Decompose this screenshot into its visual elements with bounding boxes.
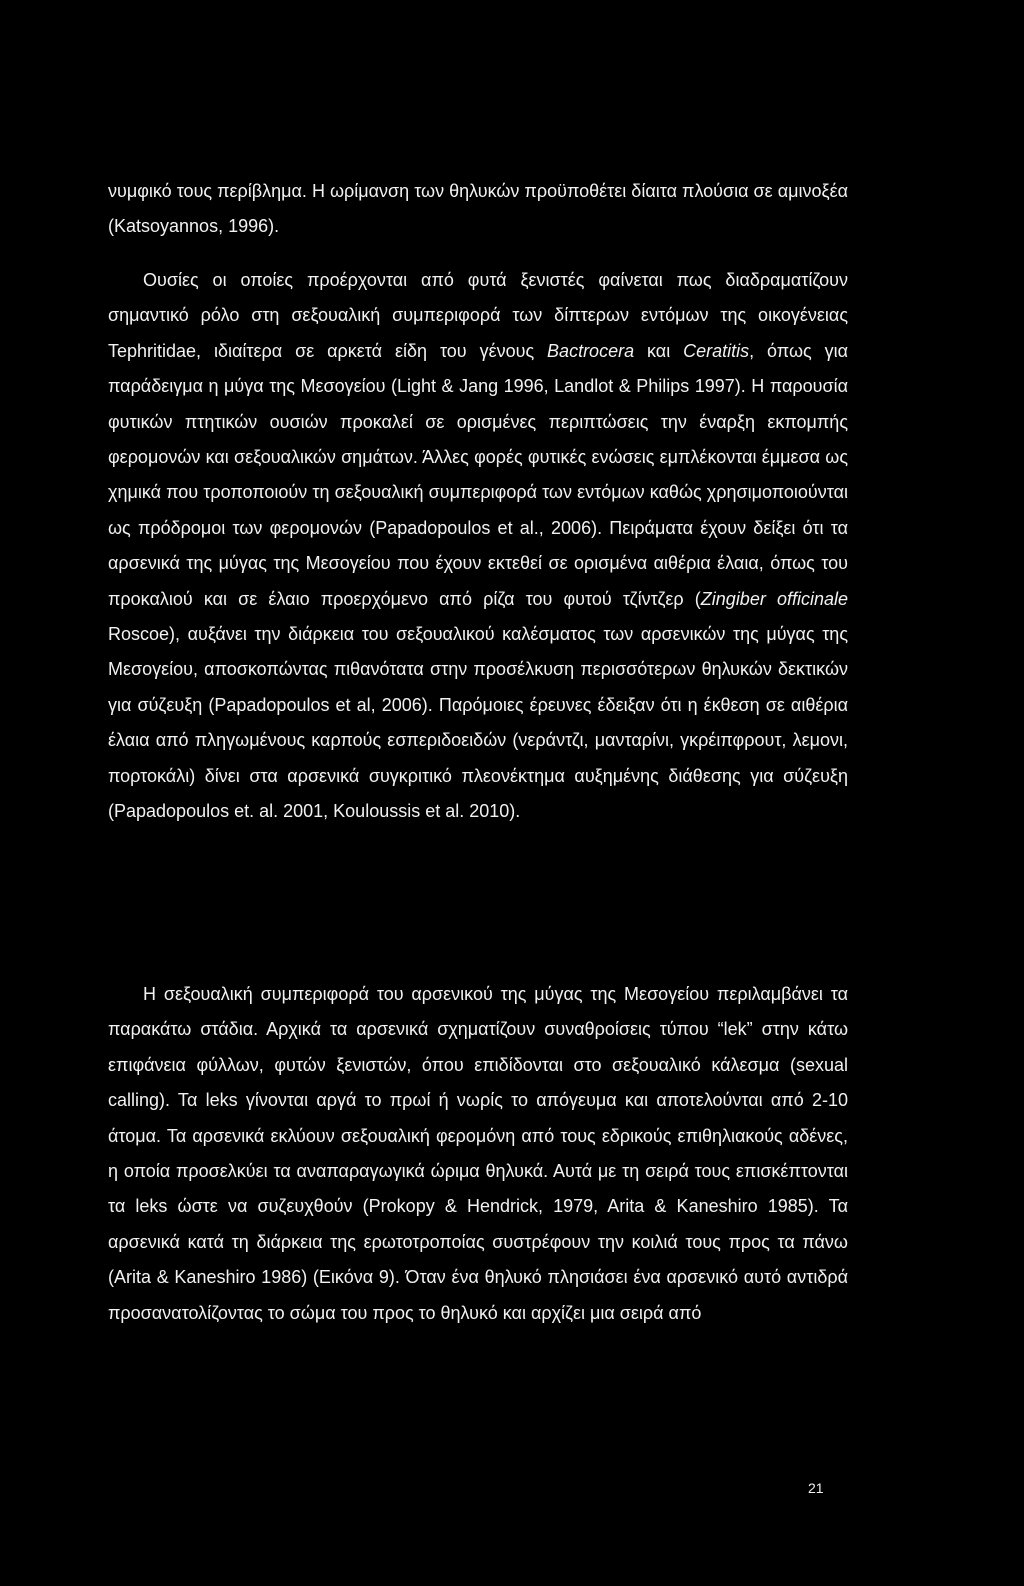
text-run: , όπως για παράδειγμα η μύγα της Μεσογείου (Light & Jang 1996, Landlot & Philips 1997). Η παρουσία φυτικών πτητικών ουσιών προκαλεί σε ορισμένες περιπτώσεις την έναρξη εκπομπής φερομονών και σεξουαλικών σημάτων. Άλλες φορές φυτικές ενώσεις εμπλέκονται έμμεσα ως χημικά που τροποποιούν τη σεξουαλική συμπεριφορά των εντόμων καθώς χρησιμοποιούνται ως πρόδρομοι των φερομονών (Papadopoulos et al., 2006). Πειράματα έχουν δείξει ότι τα αρσενικά της μύγας της Μεσογείου που έχουν εκτεθεί σε ορισμένα αιθέρια έλαια, όπως του προκαλιού και σε έλαιο προερχόμενο από ρίζα του φυτού τζίντζερ ( bbox=[108, 340, 849, 609]
italic-term: Bactrocera bbox=[547, 340, 635, 361]
paragraph-2 bbox=[108, 263, 848, 830]
italic-term: Ceratitis bbox=[683, 340, 750, 361]
page-number: 21 bbox=[808, 1480, 824, 1496]
text-run: Ουσίες οι οποίες προέρχονται από φυτά ξενιστές φαίνεται πως διαδραματίζουν σημαντικό ρόλο στη σεξουαλική συμπεριφορά των δίπτερων εντόμων της οικογένειας Tephritidae, ιδιαίτερα σε αρκετά είδη του γένους bbox=[108, 270, 848, 361]
text-run: και bbox=[634, 340, 684, 361]
paragraph-1 bbox=[108, 174, 848, 245]
italic-term: Zingiber officinale bbox=[700, 588, 848, 609]
text-run: νυμφικό τους περίβλημα. Η ωρίμανση των θηλυκών προϋποθέτει δίαιτα πλούσια σε αμινοξέα (Katsoyannos, 1996). bbox=[108, 181, 848, 237]
text-run: Roscoe), αυξάνει την διάρκεια του σεξουαλικού καλέσματος των αρσενικών της μύγας της Μεσογείου, αποσκοπώντας πιθανότατα στην προσέλκυση περισσότερων θηλυκών δεκτικών για σύζευξη (Papadopoulos et al, 2006). Παρόμοιες έρευνες έδειξαν ότι η έκθεση σε αιθέρια έλαια από πληγωμένους καρπούς εσπεριδοειδών (νεράντζι, μανταρίνι, γκρέιπφρουτ, λεμονι, πορτοκάλι) δίνει στα αρσενικά συγκριτικό πλεονέκτημα αυξημένης διάθεσης για σύζευξη (Papadopoulos et. al. 2001, Kouloussis et al. 2010). bbox=[108, 624, 848, 822]
text-run: Η σεξουαλική συμπεριφορά του αρσενικού της μύγας της Μεσογείου περιλαμβάνει τα παρακάτω στάδια. Αρχικά τα αρσενικά σχηματίζουν συναθροίσεις τύπου “lek” στην κάτω επιφάνεια φύλλων, φυτών ξενιστών, όπου επιδίδονται στο σεξουαλικό κάλεσμα (sexual calling). Τα leks γίνονται αργά το πρωί ή νωρίς το απόγευμα και αποτελούνται από 2-10 άτομα. Τα αρσενικά εκλύουν σεξουαλική φερομόνη από τους εδρικούς επιθηλιακούς αδένες, η οποία προσελκύει τα αναπαραγωγικά ώριμα θηλυκά. Αυτά με τη σειρά τους επισκέπτονται τα leks ώστε να συζευχθούν (Prokopy & Hendrick, 1979, Arita & Kaneshiro 1985). Τα αρσενικά κατά τη διάρκεια της ερωτοτροποίας συστρέφουν την κοιλιά τους προς τα πάνω (Arita & Kaneshiro 1986) (Εικόνα 9). Όταν ένα θηλυκό πλησιάσει ένα αρσενικό αυτό αντιδρά προσανατολίζοντας το σώμα του προς το θηλυκό και αρχίζει μια σειρά από bbox=[108, 984, 848, 1323]
paragraph-3 bbox=[108, 977, 848, 1331]
